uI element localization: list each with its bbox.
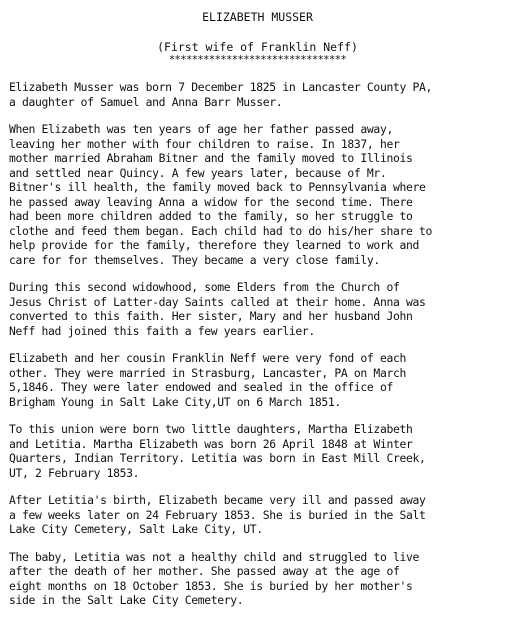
paragraph-1	[9, 80, 504, 109]
paragraph-7	[9, 550, 504, 608]
text-line: Elizabeth Musser was born 7 December 1825 in Lancaster County PA,	[9, 80, 433, 94]
text-line: mother married Abraham Bitner and the family moved to Illinois	[9, 151, 413, 165]
document-subtitle: (First wife of Franklin Neff)	[157, 40, 358, 54]
text-line: Quarters, Indian Territory. Letitia was born in East Mill Creek,	[9, 451, 426, 465]
paragraph-2	[9, 122, 504, 267]
text-line: After Letitia's birth, Elizabeth became very ill and passed away	[9, 493, 426, 507]
document-body	[9, 80, 504, 621]
text-line: clothe and feed them began. Each child had to do his/her share to	[9, 223, 433, 238]
separator-line: *******************************	[168, 54, 347, 66]
text-line: 5,1846. They were later endowed and sealed in the office of	[9, 380, 393, 394]
text-line: help provide for the family, therefore they learned to work and	[9, 238, 419, 252]
text-line: a few weeks later on 24 February 1853. She is buried in the Salt	[9, 507, 426, 522]
text-line: other. They were married in Strasburg, Lancaster, PA on March	[9, 365, 406, 380]
paragraph-6	[9, 493, 504, 537]
text-line: eight months on 18 October 1853. She is buried by her mother's	[9, 578, 413, 593]
paragraph-3	[9, 280, 504, 338]
text-line: Elizabeth and her cousin Franklin Neff were very fond of each	[9, 351, 406, 365]
text-line: Brigham Young in Salt Lake City,UT on 6 March 1851.	[9, 394, 341, 409]
text-line: Bitner's ill health, the family moved back to Pennsylvania where	[9, 180, 426, 194]
text-line: leaving her mother with four children to raise. In 1837, her	[9, 136, 400, 151]
text-line: When Elizabeth was ten years of age her father passed away,	[9, 122, 393, 136]
text-line: The baby, Letitia was not a healthy child and struggled to live	[9, 549, 419, 564]
text-line: he passed away leaving Anna a widow for the second time. There	[9, 194, 413, 209]
document-title: ELIZABETH MUSSER	[202, 10, 313, 24]
text-line: Lake City Cemetery, Salt Lake City, UT.	[9, 522, 263, 536]
text-line: To this union were born two little daughters, Martha Elizabeth	[9, 422, 413, 436]
text-line: converted to this faith. Her sister, Mary and her husband John	[9, 309, 413, 323]
text-line: a daughter of Samuel and Anna Barr Musser.	[9, 94, 283, 109]
paragraph-4	[9, 351, 504, 409]
text-line: had been more children added to the family, so her struggle to	[9, 209, 413, 223]
text-line: During this second widowhood, some Elders from the Church of	[9, 280, 400, 294]
text-line: and settled near Quincy. A few years later, because of Mr.	[9, 165, 387, 180]
text-line: and Letitia. Martha Elizabeth was born 26 April 1848 at Winter	[9, 436, 413, 451]
text-line: UT, 2 February 1853.	[9, 465, 140, 480]
text-line: Neff had joined this faith a few years earlier.	[9, 323, 315, 338]
text-line: after the death of her mother. She passed away at the age of	[9, 564, 400, 578]
paragraph-5	[9, 422, 504, 480]
text-line: care for for themselves. They became a very close family.	[9, 252, 380, 267]
text-line: side in the Salt Lake City Cemetery.	[9, 593, 244, 607]
text-line: Jesus Christ of Latter-day Saints called at their home. Anna was	[9, 294, 426, 309]
